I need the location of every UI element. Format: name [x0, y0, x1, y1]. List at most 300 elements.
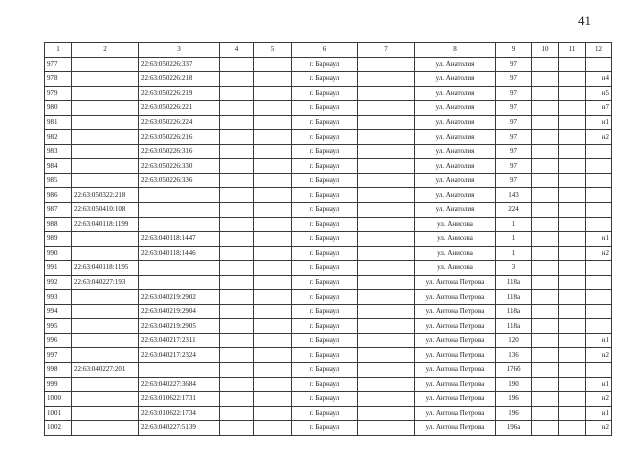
column-11-cell — [559, 217, 586, 232]
column-11-cell — [559, 246, 586, 261]
parcel-number-cell — [72, 86, 139, 101]
column-header-9: 9 — [496, 43, 532, 58]
street-cell: ул. Анатолия — [415, 57, 496, 72]
street-cell: ул. Антона Петрова — [415, 406, 496, 421]
column-5-cell — [254, 319, 292, 334]
parcel-number-cell — [72, 319, 139, 334]
column-5-cell — [254, 57, 292, 72]
table-row — [45, 304, 612, 319]
parcel-number-cell: 22:63:050410:108 — [72, 203, 139, 218]
column-10-cell — [532, 217, 559, 232]
unit-number-cell — [586, 57, 612, 72]
column-7-cell — [358, 203, 415, 218]
column-5-cell — [254, 406, 292, 421]
column-4-cell — [220, 217, 254, 232]
row-number-cell: 993 — [45, 290, 72, 305]
city-cell: г. Барнаул — [292, 115, 358, 130]
column-7-cell — [358, 130, 415, 145]
city-cell: г. Барнаул — [292, 304, 358, 319]
column-4-cell — [220, 72, 254, 87]
house-number-cell: 190 — [496, 377, 532, 392]
city-cell: г. Барнаул — [292, 377, 358, 392]
house-number-cell: 97 — [496, 101, 532, 116]
column-10-cell — [532, 173, 559, 188]
row-number-cell: 998 — [45, 363, 72, 378]
house-number-cell: 118а — [496, 319, 532, 334]
column-5-cell — [254, 304, 292, 319]
row-number-cell: 1002 — [45, 421, 72, 436]
street-cell: ул. Анатолия — [415, 72, 496, 87]
house-number-cell: 118а — [496, 304, 532, 319]
column-4-cell — [220, 377, 254, 392]
unit-number-cell — [586, 261, 612, 276]
parcel-number-cell — [72, 421, 139, 436]
city-cell: г. Барнаул — [292, 159, 358, 174]
parcel-number-cell: 22:63:040227:201 — [72, 363, 139, 378]
table-row — [45, 377, 612, 392]
parcel-number-cell: 22:63:040227:193 — [72, 275, 139, 290]
unit-number-cell: н1 — [586, 115, 612, 130]
column-11-cell — [559, 115, 586, 130]
unit-number-cell: н1 — [586, 377, 612, 392]
column-7-cell — [358, 406, 415, 421]
premise-number-cell: 22:63:050226:337 — [139, 57, 220, 72]
property-register-table — [44, 42, 612, 436]
column-10-cell — [532, 86, 559, 101]
column-4-cell — [220, 290, 254, 305]
table-header-row — [45, 43, 612, 58]
city-cell: г. Барнаул — [292, 217, 358, 232]
column-4-cell — [220, 406, 254, 421]
column-5-cell — [254, 173, 292, 188]
column-7-cell — [358, 159, 415, 174]
column-7-cell — [358, 173, 415, 188]
house-number-cell: 224 — [496, 203, 532, 218]
row-number-cell: 978 — [45, 72, 72, 87]
column-10-cell — [532, 377, 559, 392]
parcel-number-cell — [72, 348, 139, 363]
house-number-cell: 1 — [496, 232, 532, 247]
table-row — [45, 348, 612, 363]
column-7-cell — [358, 57, 415, 72]
column-4-cell — [220, 246, 254, 261]
street-cell: ул. Анисова — [415, 232, 496, 247]
column-header-8: 8 — [415, 43, 496, 58]
table-row — [45, 115, 612, 130]
unit-number-cell: н5 — [586, 86, 612, 101]
column-5-cell — [254, 392, 292, 407]
parcel-number-cell — [72, 130, 139, 145]
row-number-cell: 986 — [45, 188, 72, 203]
house-number-cell: 97 — [496, 72, 532, 87]
house-number-cell: 176б — [496, 363, 532, 378]
parcel-number-cell — [72, 144, 139, 159]
column-7-cell — [358, 144, 415, 159]
column-10-cell — [532, 304, 559, 319]
parcel-number-cell — [72, 246, 139, 261]
premise-number-cell: 22:63:040118:1446 — [139, 246, 220, 261]
premise-number-cell: 22:63:040227:5139 — [139, 421, 220, 436]
city-cell: г. Барнаул — [292, 406, 358, 421]
premise-number-cell — [139, 217, 220, 232]
street-cell: ул. Анатолия — [415, 159, 496, 174]
column-7-cell — [358, 304, 415, 319]
street-cell: ул. Анисова — [415, 261, 496, 276]
city-cell: г. Барнаул — [292, 275, 358, 290]
premise-number-cell: 22:63:040217:2311 — [139, 333, 220, 348]
column-11-cell — [559, 232, 586, 247]
column-7-cell — [358, 319, 415, 334]
column-4-cell — [220, 261, 254, 276]
row-number-cell: 1001 — [45, 406, 72, 421]
unit-number-cell — [586, 173, 612, 188]
premise-number-cell: 22:63:040219:2905 — [139, 319, 220, 334]
column-10-cell — [532, 290, 559, 305]
unit-number-cell — [586, 304, 612, 319]
column-4-cell — [220, 421, 254, 436]
column-5-cell — [254, 275, 292, 290]
premise-number-cell: 22:63:040217:2324 — [139, 348, 220, 363]
column-11-cell — [559, 57, 586, 72]
street-cell: ул. Антона Петрова — [415, 363, 496, 378]
row-number-cell: 984 — [45, 159, 72, 174]
table-row — [45, 86, 612, 101]
column-11-cell — [559, 333, 586, 348]
street-cell: ул. Анатолия — [415, 86, 496, 101]
street-cell: ул. Антона Петрова — [415, 377, 496, 392]
unit-number-cell: н2 — [586, 421, 612, 436]
city-cell: г. Барнаул — [292, 392, 358, 407]
premise-number-cell: 22:63:050226:216 — [139, 130, 220, 145]
column-5-cell — [254, 363, 292, 378]
column-4-cell — [220, 232, 254, 247]
column-10-cell — [532, 348, 559, 363]
house-number-cell: 118а — [496, 290, 532, 305]
city-cell: г. Барнаул — [292, 188, 358, 203]
premise-number-cell — [139, 261, 220, 276]
street-cell: ул. Антона Петрова — [415, 304, 496, 319]
column-5-cell — [254, 115, 292, 130]
parcel-number-cell — [72, 115, 139, 130]
city-cell: г. Барнаул — [292, 333, 358, 348]
column-11-cell — [559, 421, 586, 436]
table-row — [45, 421, 612, 436]
table-row — [45, 363, 612, 378]
column-4-cell — [220, 363, 254, 378]
column-5-cell — [254, 333, 292, 348]
column-10-cell — [532, 261, 559, 276]
column-11-cell — [559, 173, 586, 188]
unit-number-cell — [586, 319, 612, 334]
city-cell: г. Барнаул — [292, 203, 358, 218]
row-number-cell: 999 — [45, 377, 72, 392]
table-row — [45, 159, 612, 174]
column-5-cell — [254, 290, 292, 305]
column-10-cell — [532, 159, 559, 174]
table-row — [45, 144, 612, 159]
column-5-cell — [254, 377, 292, 392]
unit-number-cell — [586, 144, 612, 159]
unit-number-cell — [586, 217, 612, 232]
column-5-cell — [254, 217, 292, 232]
row-number-cell: 996 — [45, 333, 72, 348]
column-11-cell — [559, 86, 586, 101]
city-cell: г. Барнаул — [292, 319, 358, 334]
table-row — [45, 101, 612, 116]
parcel-number-cell — [72, 72, 139, 87]
house-number-cell: 97 — [496, 57, 532, 72]
parcel-number-cell: 22:63:040118:1199 — [72, 217, 139, 232]
parcel-number-cell — [72, 377, 139, 392]
column-4-cell — [220, 144, 254, 159]
table-row — [45, 72, 612, 87]
column-11-cell — [559, 377, 586, 392]
column-header-10: 10 — [532, 43, 559, 58]
house-number-cell: 118а — [496, 275, 532, 290]
column-7-cell — [358, 86, 415, 101]
house-number-cell: 3 — [496, 261, 532, 276]
column-5-cell — [254, 144, 292, 159]
column-4-cell — [220, 319, 254, 334]
unit-number-cell: н1 — [586, 406, 612, 421]
city-cell: г. Барнаул — [292, 86, 358, 101]
street-cell: ул. Анатолия — [415, 115, 496, 130]
column-7-cell — [358, 333, 415, 348]
unit-number-cell: н2 — [586, 130, 612, 145]
city-cell: г. Барнаул — [292, 421, 358, 436]
column-10-cell — [532, 57, 559, 72]
column-5-cell — [254, 159, 292, 174]
column-10-cell — [532, 232, 559, 247]
house-number-cell: 196а — [496, 421, 532, 436]
premise-number-cell: 22:63:040227:3684 — [139, 377, 220, 392]
table-row — [45, 319, 612, 334]
premise-number-cell — [139, 363, 220, 378]
column-4-cell — [220, 188, 254, 203]
parcel-number-cell — [72, 406, 139, 421]
parcel-number-cell — [72, 159, 139, 174]
street-cell: ул. Анисова — [415, 246, 496, 261]
column-header-1: 1 — [45, 43, 72, 58]
table-row — [45, 333, 612, 348]
column-10-cell — [532, 275, 559, 290]
column-5-cell — [254, 72, 292, 87]
parcel-number-cell — [72, 392, 139, 407]
column-11-cell — [559, 319, 586, 334]
table-row — [45, 173, 612, 188]
column-7-cell — [358, 115, 415, 130]
column-10-cell — [532, 421, 559, 436]
house-number-cell: 97 — [496, 173, 532, 188]
column-header-4: 4 — [220, 43, 254, 58]
premise-number-cell: 22:63:050226:219 — [139, 86, 220, 101]
column-11-cell — [559, 363, 586, 378]
column-4-cell — [220, 304, 254, 319]
column-header-6: 6 — [292, 43, 358, 58]
column-header-12: 12 — [586, 43, 612, 58]
unit-number-cell — [586, 290, 612, 305]
unit-number-cell — [586, 159, 612, 174]
unit-number-cell — [586, 363, 612, 378]
street-cell: ул. Антона Петрова — [415, 421, 496, 436]
street-cell: ул. Антона Петрова — [415, 275, 496, 290]
column-11-cell — [559, 101, 586, 116]
row-number-cell: 990 — [45, 246, 72, 261]
premise-number-cell: 22:63:050226:336 — [139, 173, 220, 188]
row-number-cell: 991 — [45, 261, 72, 276]
premise-number-cell: 22:63:010622:1734 — [139, 406, 220, 421]
column-5-cell — [254, 101, 292, 116]
premise-number-cell — [139, 203, 220, 218]
street-cell: ул. Анатолия — [415, 188, 496, 203]
column-11-cell — [559, 290, 586, 305]
city-cell: г. Барнаул — [292, 130, 358, 145]
house-number-cell: 97 — [496, 86, 532, 101]
column-10-cell — [532, 72, 559, 87]
house-number-cell: 97 — [496, 144, 532, 159]
street-cell: ул. Антона Петрова — [415, 392, 496, 407]
column-10-cell — [532, 333, 559, 348]
house-number-cell: 97 — [496, 115, 532, 130]
row-number-cell: 994 — [45, 304, 72, 319]
premise-number-cell: 22:63:040219:2904 — [139, 304, 220, 319]
column-10-cell — [532, 101, 559, 116]
table-row — [45, 203, 612, 218]
city-cell: г. Барнаул — [292, 232, 358, 247]
parcel-number-cell — [72, 57, 139, 72]
column-11-cell — [559, 261, 586, 276]
page-number: 41 — [578, 13, 591, 28]
column-4-cell — [220, 57, 254, 72]
premise-number-cell: 22:63:050226:330 — [139, 159, 220, 174]
column-4-cell — [220, 115, 254, 130]
unit-number-cell — [586, 203, 612, 218]
table-row — [45, 392, 612, 407]
unit-number-cell — [586, 275, 612, 290]
column-5-cell — [254, 421, 292, 436]
unit-number-cell: н2 — [586, 392, 612, 407]
row-number-cell: 992 — [45, 275, 72, 290]
premise-number-cell: 22:63:040118:1447 — [139, 232, 220, 247]
column-10-cell — [532, 246, 559, 261]
table-row — [45, 246, 612, 261]
row-number-cell: 981 — [45, 115, 72, 130]
house-number-cell: 143 — [496, 188, 532, 203]
column-5-cell — [254, 232, 292, 247]
house-number-cell: 196 — [496, 392, 532, 407]
parcel-number-cell — [72, 304, 139, 319]
parcel-number-cell: 22:63:050322:218 — [72, 188, 139, 203]
column-10-cell — [532, 363, 559, 378]
column-10-cell — [532, 188, 559, 203]
street-cell: ул. Анисова — [415, 217, 496, 232]
column-7-cell — [358, 421, 415, 436]
table-row — [45, 232, 612, 247]
column-7-cell — [358, 377, 415, 392]
column-11-cell — [559, 304, 586, 319]
column-7-cell — [358, 348, 415, 363]
column-5-cell — [254, 348, 292, 363]
city-cell: г. Барнаул — [292, 363, 358, 378]
table-row — [45, 406, 612, 421]
unit-number-cell: н2 — [586, 348, 612, 363]
column-4-cell — [220, 392, 254, 407]
unit-number-cell: н1 — [586, 333, 612, 348]
column-5-cell — [254, 188, 292, 203]
column-4-cell — [220, 101, 254, 116]
column-10-cell — [532, 144, 559, 159]
column-7-cell — [358, 101, 415, 116]
column-header-5: 5 — [254, 43, 292, 58]
table-row — [45, 130, 612, 145]
unit-number-cell: н4 — [586, 72, 612, 87]
house-number-cell: 136 — [496, 348, 532, 363]
row-number-cell: 983 — [45, 144, 72, 159]
column-5-cell — [254, 203, 292, 218]
column-7-cell — [358, 217, 415, 232]
column-10-cell — [532, 319, 559, 334]
premise-number-cell — [139, 275, 220, 290]
row-number-cell: 982 — [45, 130, 72, 145]
row-number-cell: 995 — [45, 319, 72, 334]
unit-number-cell — [586, 188, 612, 203]
street-cell: ул. Анатолия — [415, 144, 496, 159]
city-cell: г. Барнаул — [292, 57, 358, 72]
column-7-cell — [358, 261, 415, 276]
house-number-cell: 1 — [496, 217, 532, 232]
street-cell: ул. Анатолия — [415, 173, 496, 188]
house-number-cell: 1 — [496, 246, 532, 261]
street-cell: ул. Антона Петрова — [415, 290, 496, 305]
column-10-cell — [532, 203, 559, 218]
row-number-cell: 979 — [45, 86, 72, 101]
street-cell: ул. Антона Петрова — [415, 333, 496, 348]
parcel-number-cell — [72, 290, 139, 305]
column-5-cell — [254, 86, 292, 101]
column-4-cell — [220, 333, 254, 348]
column-7-cell — [358, 392, 415, 407]
premise-number-cell: 22:63:040219:2902 — [139, 290, 220, 305]
house-number-cell: 97 — [496, 130, 532, 145]
premise-number-cell — [139, 188, 220, 203]
row-number-cell: 997 — [45, 348, 72, 363]
street-cell: ул. Анатолия — [415, 203, 496, 218]
column-7-cell — [358, 72, 415, 87]
column-10-cell — [532, 392, 559, 407]
table-row — [45, 57, 612, 72]
unit-number-cell: н1 — [586, 232, 612, 247]
row-number-cell: 977 — [45, 57, 72, 72]
column-header-2: 2 — [72, 43, 139, 58]
column-7-cell — [358, 188, 415, 203]
column-10-cell — [532, 130, 559, 145]
premise-number-cell: 22:63:050226:224 — [139, 115, 220, 130]
premise-number-cell: 22:63:050226:221 — [139, 101, 220, 116]
column-11-cell — [559, 144, 586, 159]
table-row — [45, 188, 612, 203]
city-cell: г. Барнаул — [292, 144, 358, 159]
row-number-cell: 985 — [45, 173, 72, 188]
column-11-cell — [559, 275, 586, 290]
column-10-cell — [532, 406, 559, 421]
row-number-cell: 980 — [45, 101, 72, 116]
column-7-cell — [358, 290, 415, 305]
house-number-cell: 97 — [496, 159, 532, 174]
street-cell: ул. Антона Петрова — [415, 348, 496, 363]
row-number-cell: 988 — [45, 217, 72, 232]
premise-number-cell: 22:63:050226:316 — [139, 144, 220, 159]
column-4-cell — [220, 348, 254, 363]
